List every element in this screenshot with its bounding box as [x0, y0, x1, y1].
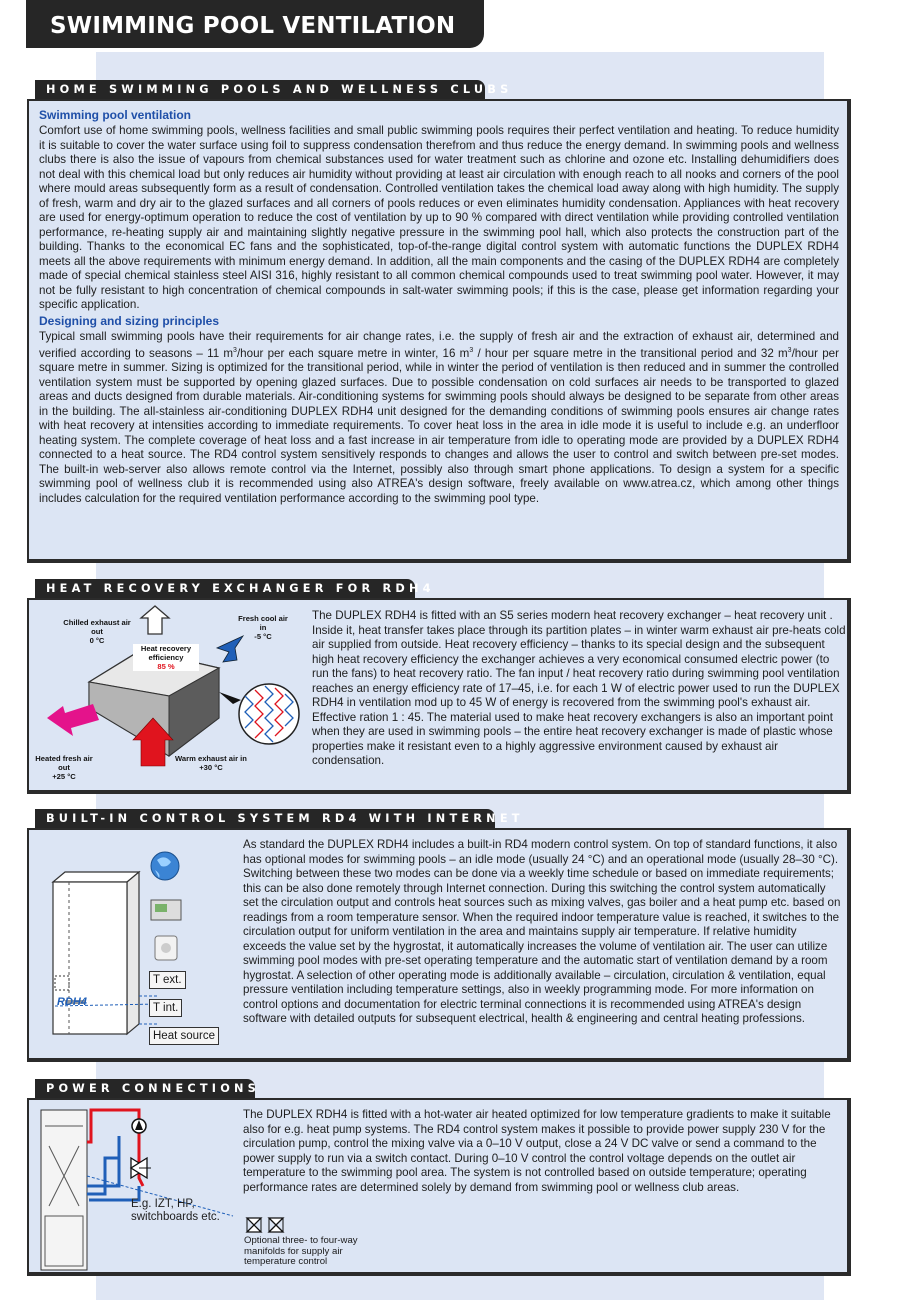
tag-t-ext: T ext. [149, 971, 186, 989]
ventilation-paragraph: Comfort use of home swimming pools, wellness facilities and small public swimming pools requires their perfect ventilation and heating. To reduce humidity it is suitable to cover the water surface using foil to suppress condensation therefrom and thus reduce the energy demand. In swimming pools and wellness clubs there is also the issue of vapours from chemical substances used for water treatment such as chlorine and ozone etc. Installing dehumidifiers does not deal with this chemical load but only reduces air humidity without providing at least air circulation with enough reach to all nooks and corners of the pool where mould areas subsequently form as a result of condensation. Controlled ventilation takes the chemical load away along with high humidity. The supply of fresh, warm and dry air to the glazed surfaces and all corners of pools reduces or even eliminates humidity condensation. Appliances with heat recovery are used for energy-optimum operation to reduce the cost of ventilation by up to 90 % compared with direct ventilation while providing controlled ventilation performance, re-heating supply air and maintaining slightly negative pressure in the swimming pool hall, which also protects the construction part of the building. Thanks to the economical EC fans and the sophisticated, top-of-the-range digital control system with automatic functions the DUPLEX RDH4 meets all the above requirements with minimum energy demand. In addition, all the main components and the casing of the DUPLEX RDH4 are completely made of special chemical stainless steel AISI 316, highly resistant to all common chemical compounds used to treat swimming pool water. However, it may not be fully resistant to high concentration of chemical compounds in salt-water swimming pools; if this is the case, please get information regarding your specific application. [39, 124, 839, 311]
sizing-text-part: Typical small swimming pools have their requirements for air change rates, i.e. the supply of fresh air and the extraction of exhaust air, determined and verified according to seasons – 11 m [39, 329, 839, 360]
unit-front [53, 882, 127, 1034]
sizing-text-part: /hour per square metre in summer. Sizing is optimized for the transitional period, while in winter the period of ventilation is then reduced and in summer the controlled ventilation system must be supported by opening glazed surfaces. Due to possible condensation on cold surfaces air needs to be transported to glazed areas and ducts designed from durable materials. Air-conditioning systems for swimming pools should always be designed to be separate from other areas in the building. The all-stainless air-conditioning DUPLEX RDH4 unit designed for the demanding conditions of swimming pools ensures air change rates with heat recovery at intensities according to immediate requirements. To cover heat loss in the area in idle mode it is useful to include e.g. an underfloor heating system. The complete coverage of heat loss and a fast increase in air temperature from idle to operating mode are provided by a DUPLEX RDH4 connected to a heat source. The RD4 control system sensitively responds to changes and allows the user to control and switch between pre-set modes. The built-in web-server also allows remote control via the Internet, possibly also through smart phone applications. To design a system for a specific swimming pool of wellness club it is recommended using also ATREA's design software, freely available on www.atrea.cz, which among other things includes calculation for the required ventilation performance according to the swimming pool type. [39, 346, 839, 505]
sizing-paragraph [39, 330, 839, 507]
sizing-text-part: /hour per each square metre in winter, 16 m [236, 346, 470, 360]
valve-note: Optional three- to four-way manifolds for supply air temperature control [244, 1235, 358, 1268]
heated-fresh-label: Heated fresh air out +25 °C [35, 754, 93, 781]
four-way-valve-icon [269, 1218, 283, 1232]
tag-t-int: T int. [149, 999, 182, 1017]
cubic-superscript: 3 [787, 347, 792, 354]
warm-exhaust-label: Warm exhaust air in +30 °C [175, 754, 247, 772]
heat-recovery-paragraph: The DUPLEX RDH4 is fitted with an S5 series modern heat recovery exchanger – heat recovery unit . Inside it, heat transfer takes place through its partition plates – in winter warm exhaust air pre-heats cold air supplied from outside. Heat recovery efficiency – thanks to its special design and the subsequent high heat recovery efficiency the exchanger achieves a very economical consumed electric power (to run the fans) to heat recovery ratio. The fan input / heat recovery ratio during swimming pool ventilation reaches an energy efficiency rate of 17–45, i.e. for each 1 W of electric power used to run the DUPLEX RDH4 in ventilation mod up to 45 W of energy is recovered from the swimming pool's exhaust air. Effective ration 1 : 45. The material used to make heat recovery exchangers is also an important point when they are used in swimming pools – the entire heat recovery exchanger is made of plastic whose properties make it resistant even to a highly aggressive environment caused by exhaust air condensation. [312, 609, 846, 767]
cubic-superscript: 3 [233, 347, 237, 354]
optional-valves-icons [245, 1216, 289, 1236]
three-way-valve-icon [247, 1218, 261, 1232]
fresh-cool-label: Fresh cool air in -5 °C [238, 614, 288, 641]
unit-label: RDH4 [57, 996, 87, 1008]
section-box-control [27, 828, 851, 1062]
section-heading-power: POWER CONNECTIONS [35, 1079, 255, 1098]
section-box-home-pools [27, 99, 851, 563]
controller-screen [155, 904, 167, 912]
heated-fresh-arrow [47, 704, 99, 736]
section-heading-control: BUILT-IN CONTROL SYSTEM RD4 WITH INTERNET [35, 809, 495, 828]
control-icons [147, 848, 187, 968]
chilled-exhaust-arrow [141, 606, 169, 634]
section-box-heat-recovery [27, 598, 851, 794]
unit-side [127, 872, 139, 1034]
control-paragraph: As standard the DUPLEX RDH4 includes a built-in RD4 modern control system. On top of standard functions, it also has optional modes for swimming pools – an idle mode (usually 24 °C) and an operational mode (usually 28–30 °C). Switching between these two modes can be done via a weekly time schedule or based on immediate requirements; this can be also done remotely through Internet connection. During this switching the control system automatically set the circulation output and controls heat sources such as mixing valves, gas boiler and a heat pump etc. based on readings from a room temperature sensor. When the required indoor temperature value is reached, it switches to the circulation output for uniform ventilation in the area and maintains supply air temperature. If relative humidity exceeds the value set by the hygrostat, it automatically increases the volume of ventilation air. The user can utilize swimming pool modes with pre-set operating temperature and the automatic start of ventilation demand by a room hygrostat. A selection of other operating mode is additionally available – circulation, circulation & ventilation, equal pressure ventilation including temperature settings, also in weekly programming mode. For more information on control options and documentation for electric terminal connections it is recommended using ATREA's design software with detailed outputs for subsequent electrical, health & engineering and central heating professions. [243, 838, 841, 1025]
section-box-power [27, 1098, 851, 1276]
section-heading-heat-recovery: HEAT RECOVERY EXCHANGER FOR RDH4 [35, 579, 415, 598]
unit-top [53, 872, 139, 882]
section-heading-home-pools: HOME SWIMMING POOLS AND WELLNESS CLUBS [35, 80, 485, 99]
chilled-exhaust-label: Chilled exhaust air out 0 °C [63, 618, 131, 645]
unit-outline [41, 1110, 87, 1270]
power-connection-diagram [35, 1106, 235, 1276]
sensor-dial [161, 943, 171, 953]
return-pipe-b [87, 1158, 119, 1194]
cubic-superscript: 3 [469, 347, 474, 354]
power-source-label: E.g. IZT, HP, switchboards etc. [131, 1198, 220, 1223]
sizing-subheading: Designing and sizing principles [39, 313, 220, 328]
efficiency-label: Heat recovery efficiency 85 % [133, 644, 199, 671]
ventilation-subheading: Swimming pool ventilation [39, 108, 192, 122]
sizing-text-part: / hour per square metre in the transitional period and 32 m [473, 346, 788, 360]
detail-pointer [219, 692, 241, 704]
page-title: SWIMMING POOL VENTILATION [50, 13, 456, 39]
tag-heat-source: Heat source [149, 1027, 219, 1045]
page-title-bar [26, 0, 484, 48]
power-paragraph: The DUPLEX RDH4 is fitted with a hot-water air heated optimized for low temperature gradients to make it suitable also for e.g. heat pump systems. The RD4 control system makes it possible to provide power supply 230 V for the circulation pump, control the mixing valve via a 0–10 V output, close a 24 V DC valve or send a command to the power supply to run via a switch contact. During 0–10 V control the control voltage depends on the outlet air temperature to the swimming pool area. The system is not controlled based on outside temperature; operating performance rates are determined solely by demand from swimming pool or wellness club areas. [243, 1108, 831, 1194]
